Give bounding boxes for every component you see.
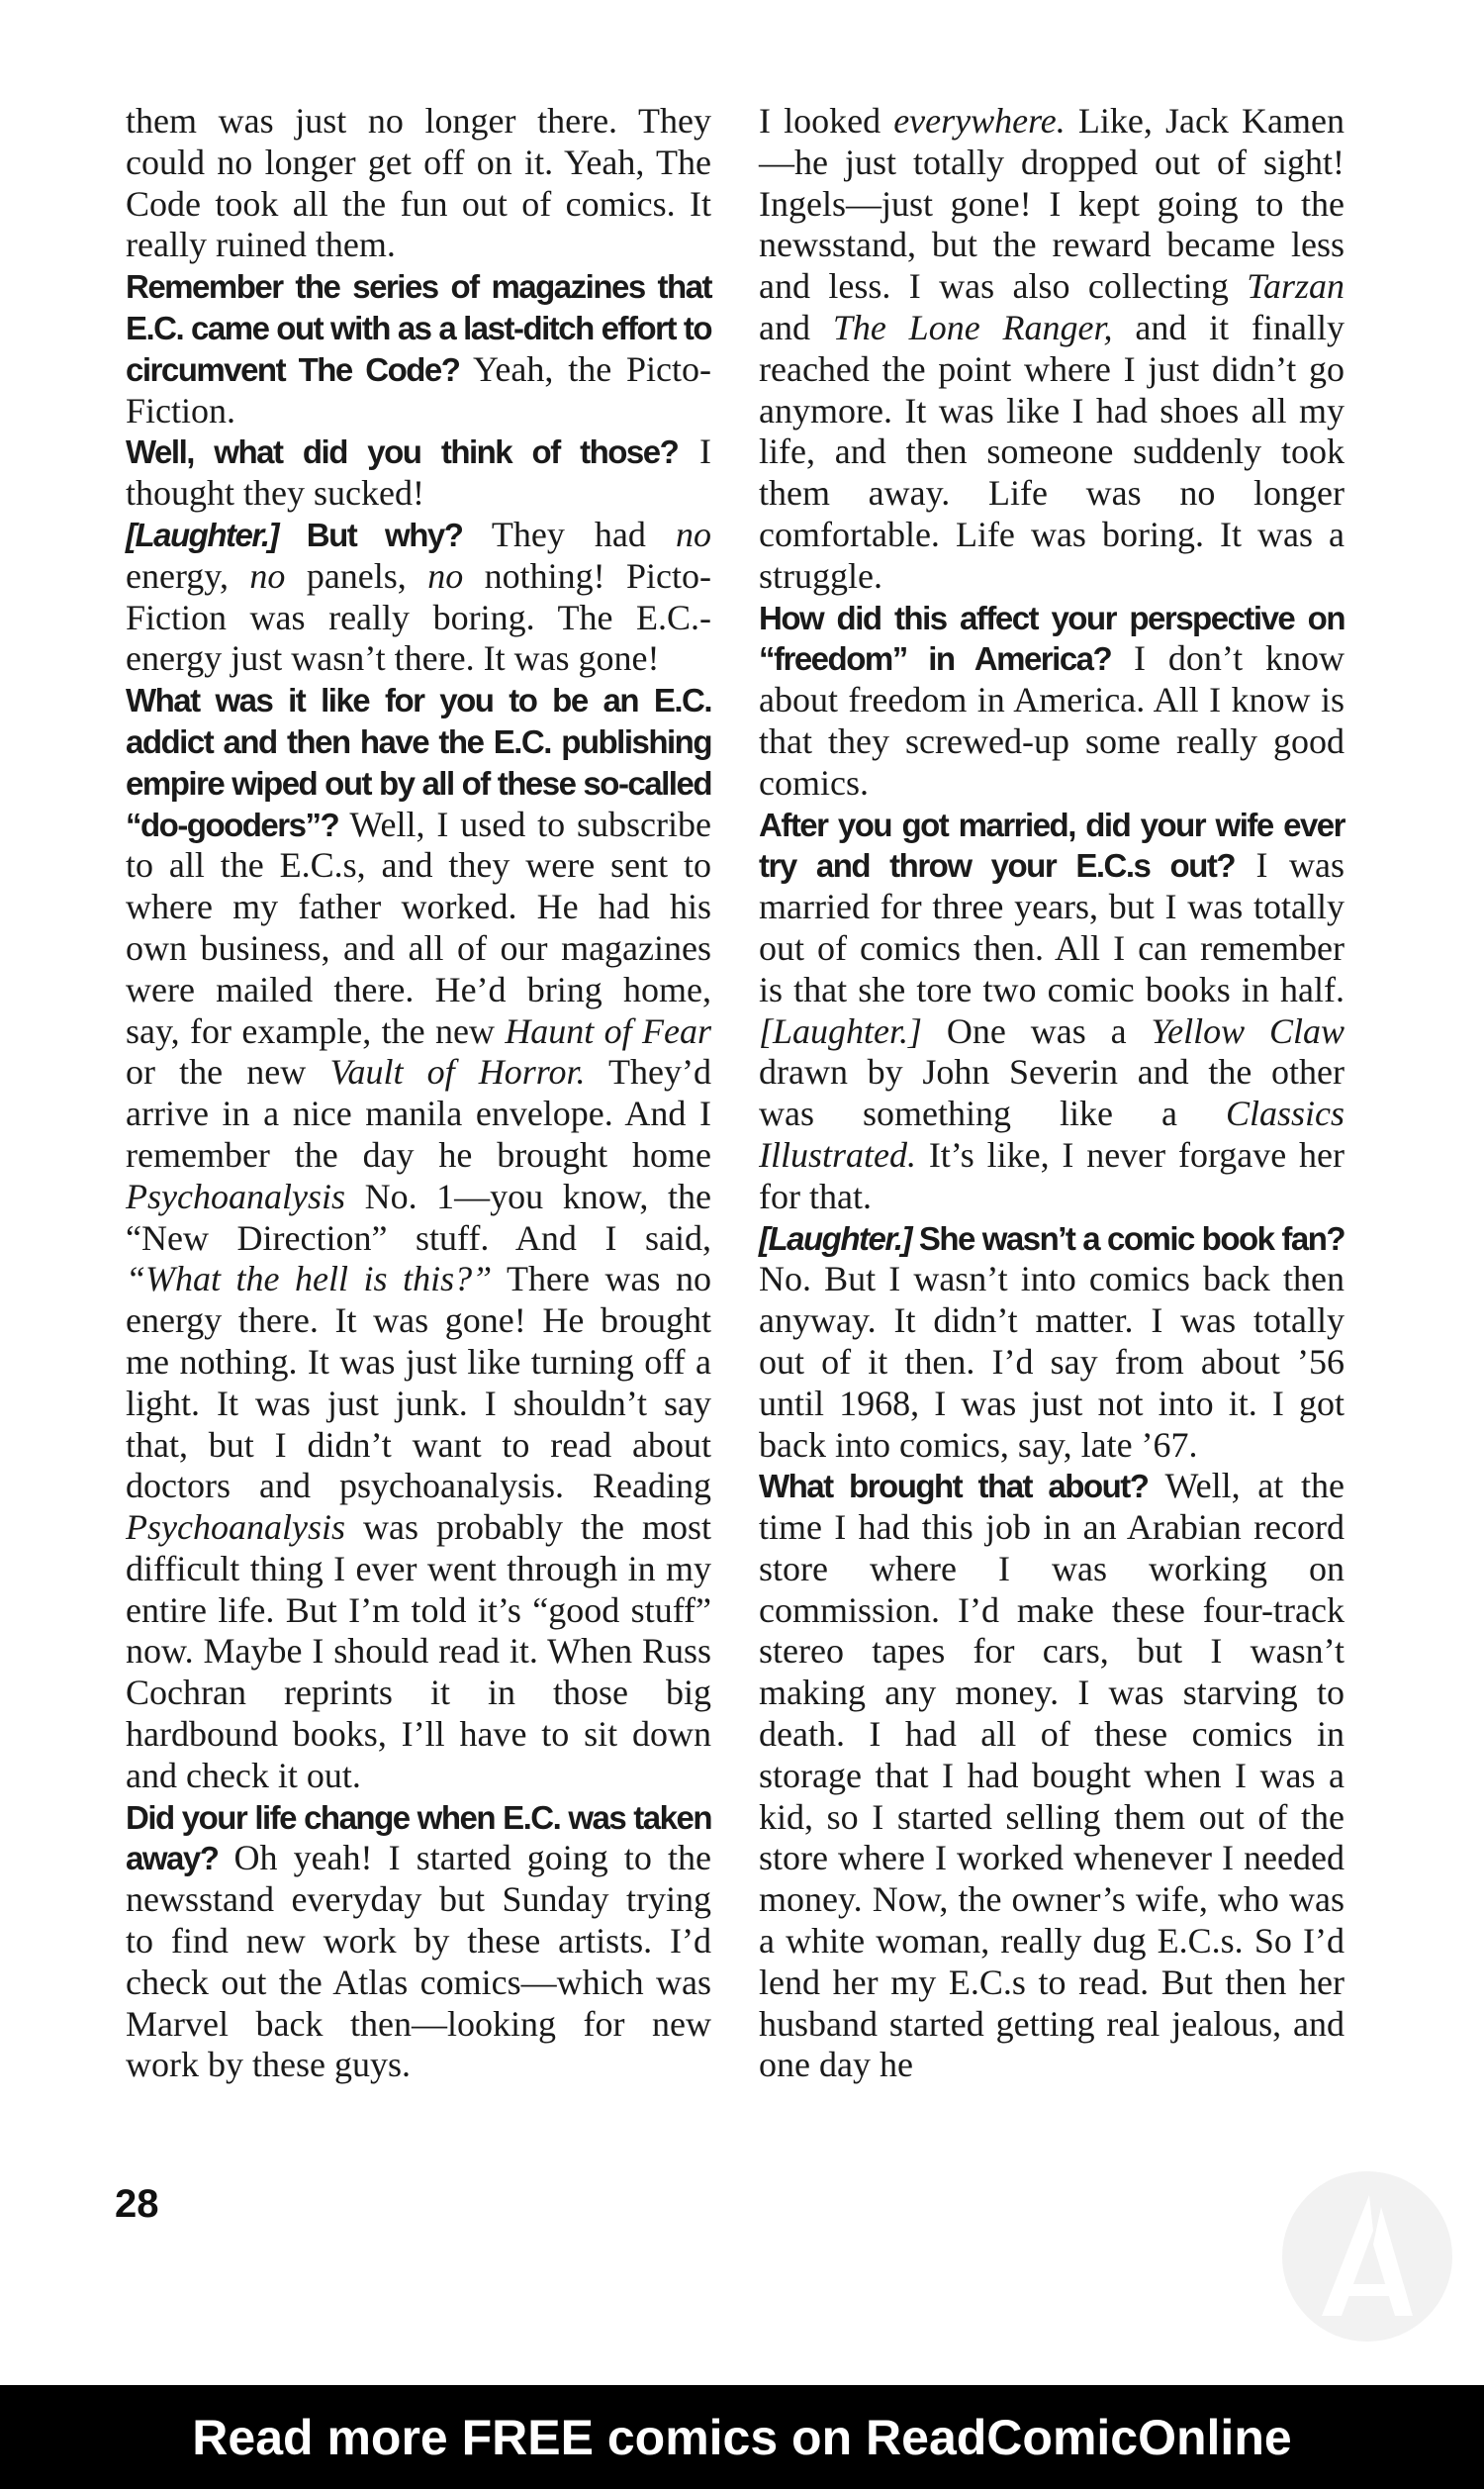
qa-block	[126, 1797, 711, 2087]
question: What brought that about?	[759, 1468, 1149, 1505]
paragraph: I looked everywhere. Like, Jack Kamen—he just totally dropped out of sight! Ingels—just gone! I kept going to the newsstand, but the reward became less and less. I was also collecting Tarzan and The Lone Ranger, and it finally reached the point where I just didn’t go anymore. It was like I had shoes all my life, and then someone suddenly took them away. Life was no longer comfortable. Life was boring. It was a struggle.	[759, 101, 1345, 596]
qa-block	[759, 598, 1345, 805]
qa-block	[126, 266, 711, 431]
qa-block: After you got married, did your wife ever try and throw your E.C.s out? I was married for three years, but I was totally out of comics then. All I can remember is that she tore two comic books in half. [Laughter.] One was a Yellow Claw drawn by John Severin and the other was something like a Classics Illustrated. It’s like, I never forgave her for that.	[759, 806, 1345, 1216]
question: What was it like for you to be an E.C. addict and then have the E.C. publishing empire wiped out by all of these so-called “do-gooders”?	[126, 682, 711, 843]
answer: Well, at the time I had this job in an Arabian record store where I was working on commission. I’d make these four-track stereo tapes for cars, but I wasn’t making any money. I was starving to death. I had all of these comics in storage that I had bought when I was a kid, so I started selling them out of the store where I worked whenever I needed money. Now, the owner’s wife, who was a white woman, really dug E.C.s. So I’d lend her my E.C.s to read. But then her husband started getting real jealous, and one day he	[759, 1466, 1345, 2085]
readcomiconline-logo-icon	[1278, 2167, 1456, 2345]
question: Well, what did you think of those?	[126, 433, 679, 471]
answer: Oh yeah! I started going to the newsstand everyday but Sunday trying to find new work by these artists. I’d check out the Atlas comics—which was Marvel back then—looking for new work by these guys.	[126, 1838, 712, 2085]
answer: Yeah, the Picto-Fiction.	[126, 348, 712, 431]
question: Did your life change when E.C. was taken away?	[126, 1798, 711, 1877]
promo-banner[interactable]	[0, 2385, 1484, 2489]
answer: I thought they sucked!	[126, 431, 711, 514]
left-column	[126, 101, 711, 2086]
qa-block: [Laughter.] But why? They had no energy, no panels, no nothing! Picto-Fiction was really boring. The E.C.-energy just wasn’t there. It was gone!	[126, 514, 712, 679]
question: [Laughter.] She wasn’t a comic book fan?	[759, 1219, 1345, 1257]
banner-text[interactable]: Read more FREE comics on ReadComicOnline	[192, 2409, 1292, 2465]
qa-block: What was it like for you to be an E.C. addict and then have the E.C. publishing empire wiped out by all of these so-called “do-gooders”? Well, I used to subscribe to all the E.C.s, and they were sent to where my father worked. He had his own business, and all of our magazines were mailed there. He’d bring home, say, for example, the new Haunt of Fear or the new Vault of Horror. They’d arrive in a nice manila envelope. And I remember the day he brought home Psychoanalysis No. 1—you know, the “New Direction” stuff. And I said, “What the hell is this?” There was no energy there. It was gone! He brought me nothing. It was just like turning off a light. It was just junk. I shouldn’t say that, but I didn’t want to read about doctors and psychoanalysis. Reading Psychoanalysis was probably the most difficult thing I ever went through in my entire life. But I’m told it’s “good stuff” now. Maybe I should read it. When Russ Cochran reprints it in those big hardbound books, I’ll have to sit down and check it out.	[126, 682, 712, 1795]
qa-block	[126, 431, 711, 515]
page-number: 28	[115, 2182, 159, 2226]
question: Remember the series of magazines that E.C. came out with as a last-ditch effort to circumvent The Code?	[126, 268, 711, 388]
answer: No. But I wasn’t into comics back then anyway. It didn’t matter. I was totally out of it then. I’d say from about ’56 until 1968, I was just not into it. I got back into comics, say, late ’67.	[759, 1259, 1345, 1465]
paragraph: them was just no longer there. They could no longer get off on it. Yeah, The Code took all the fun out of comics. It really ruined them.	[126, 101, 711, 265]
question: [Laughter.] But why?	[126, 516, 463, 553]
question: How did this affect your perspective on “freedom” in America?	[759, 599, 1345, 678]
right-column	[759, 101, 1345, 2086]
qa-block	[759, 1466, 1345, 2086]
answer: I don’t know about freedom in America. All I know is that they screwed-up some really good comics.	[759, 638, 1345, 803]
qa-block	[759, 1218, 1345, 1467]
question: After you got married, did your wife ever try and throw your E.C.s out?	[759, 806, 1345, 885]
